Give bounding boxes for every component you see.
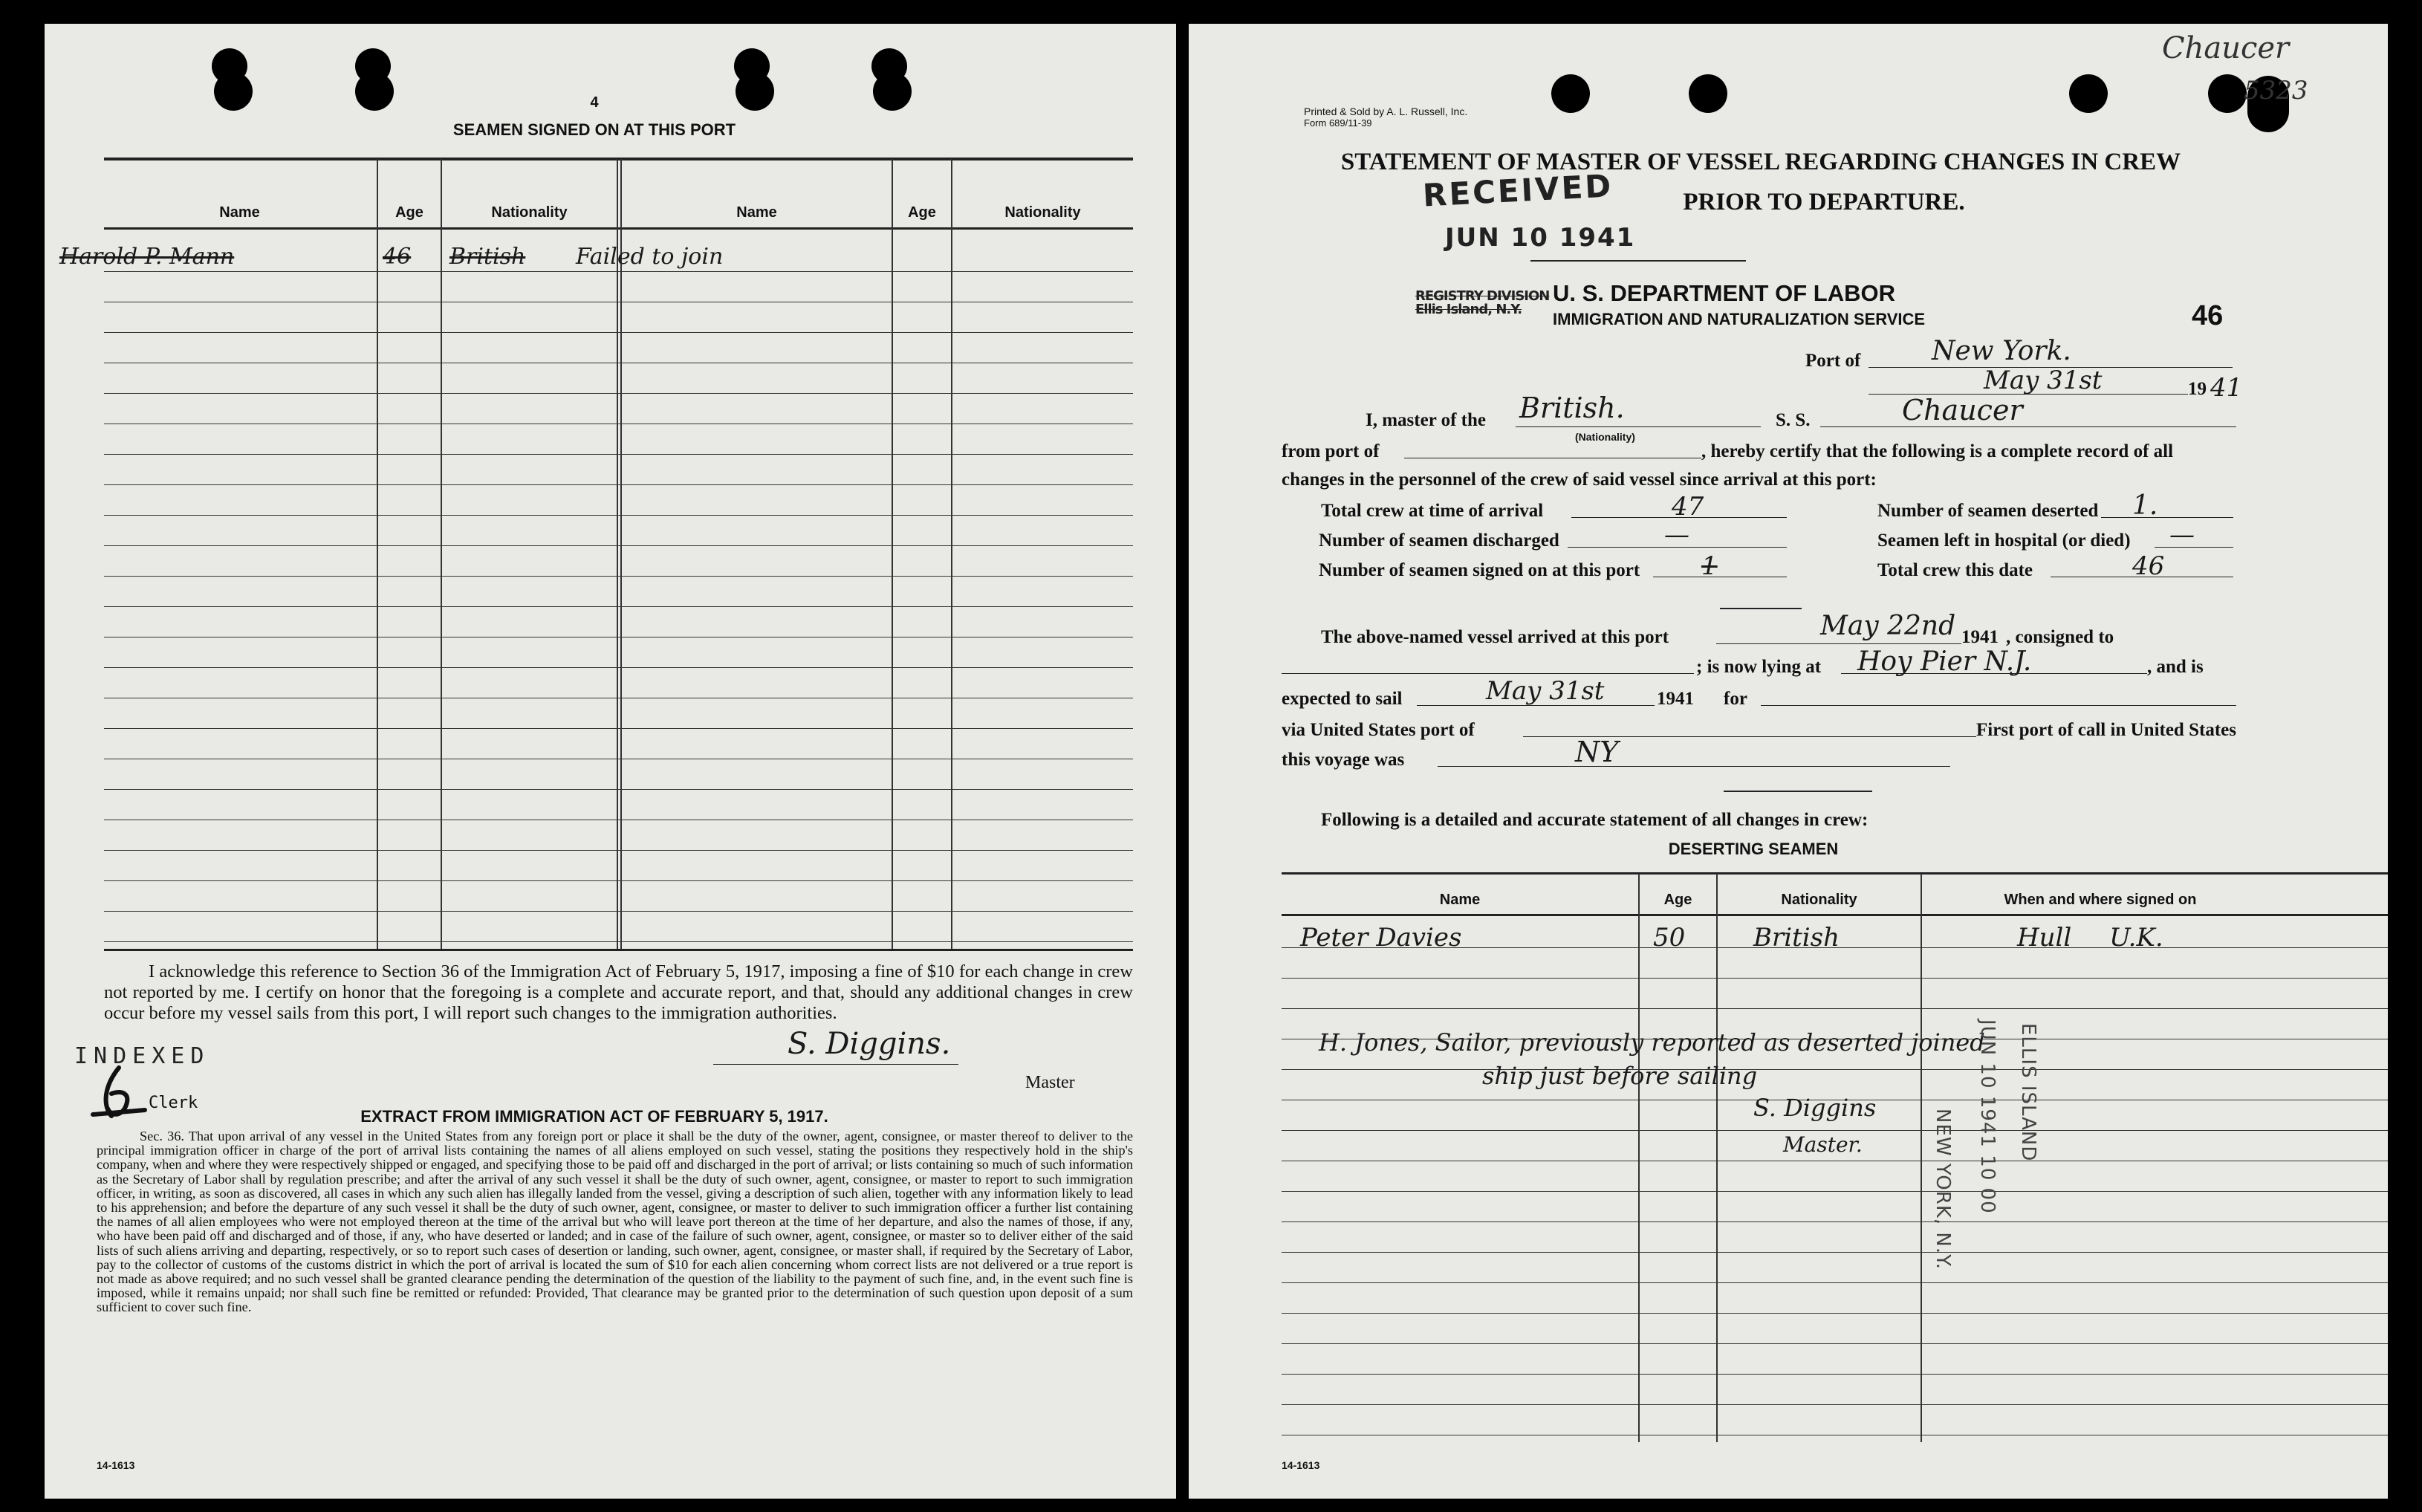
seaman-note: Failed to join (576, 244, 724, 270)
table-row-line (104, 515, 1133, 516)
for-label: for (1724, 689, 1747, 709)
seamen-signed-on-title: SEAMEN SIGNED ON AT THIS PORT (452, 120, 736, 139)
indexed-stamp: INDEXED (74, 1043, 210, 1069)
received-stamp: RECEIVED (1421, 167, 1614, 214)
following-label: Following is a detailed and accurate statement of all changes in crew: (1321, 810, 1869, 830)
crew-note-line2: ship just before sailing (1482, 1062, 1758, 1090)
and-is-label: , and is (2147, 657, 2204, 677)
column-header-name: Name (736, 204, 777, 221)
title-underline (1530, 260, 1746, 262)
column-header-age: Age (908, 204, 936, 221)
voyage-line (1438, 766, 1950, 767)
via-line (1523, 736, 1828, 737)
table-row-line (1282, 1130, 2388, 1131)
table-row-line (1282, 978, 2388, 979)
punch-hole (873, 72, 912, 111)
page-number: 4 (590, 94, 599, 111)
year-printed: 19 (2188, 379, 2207, 399)
table-row-line (104, 941, 1133, 942)
table-row-line (104, 880, 1133, 881)
statement-subtitle: PRIOR TO DEPARTURE. (1683, 189, 1965, 215)
vertical-stamp-city: NEW YORK, N.Y. (1932, 1109, 1954, 1271)
deserted-value: 1. (2132, 490, 2158, 521)
port-value: New York. (1932, 336, 2071, 366)
nationality-line (1516, 426, 1761, 427)
table-header-rule (104, 227, 1133, 230)
table-row-line (1282, 1313, 2388, 1314)
certify-text: , hereby certify that the following is a complete record of all (1701, 441, 2174, 461)
column-header-name: Name (1439, 892, 1481, 908)
table-row-line (1282, 1221, 2388, 1222)
signature-line (713, 1064, 958, 1065)
column-header-age: Age (1663, 892, 1692, 908)
column-divider (1921, 874, 1922, 1442)
form-number: 14-1613 (97, 1459, 135, 1471)
right-page (1189, 24, 2388, 1499)
ship-name: Chaucer (1902, 394, 2023, 426)
ss-label: S. S. (1776, 410, 1811, 430)
nationality-value: British. (1519, 392, 1625, 424)
service-name: IMMIGRATION AND NATURALIZATION SERVICE (1553, 310, 1926, 328)
deserter-age: 50 (1653, 923, 1686, 953)
table-row-line (104, 576, 1133, 577)
table-row-line (104, 850, 1133, 851)
deserter-signed-on: Hull U.K. (2017, 923, 2163, 953)
nationality-caption: (Nationality) (1575, 431, 1635, 443)
via-label: via United States port of (1282, 720, 1475, 740)
table-row-line (1282, 1343, 2388, 1344)
table-row-line (1282, 1404, 2388, 1405)
table-row-line (104, 911, 1133, 912)
year-written: 41 (2210, 373, 2243, 403)
table-top-rule (104, 158, 1133, 160)
corner-note: Chaucer (2162, 31, 2290, 65)
punch-hole (214, 72, 253, 111)
table-row-line (104, 667, 1133, 668)
from-port-label: from port of (1282, 441, 1380, 461)
table-row-line (104, 332, 1133, 333)
expected-value: May 31st (1486, 676, 1605, 706)
column-divider (892, 159, 893, 949)
deserter-name: Peter Davies (1300, 923, 1462, 953)
acknowledgement-text: I acknowledge this reference to Section 36 of the Immigration Act of February 5, 1917, imposing a fine of $10 for each change in crew not reported by me. I certify on honor that the foregoing is a complete and accurate report, and that, should any additional changes in crew occur before my vessel sails from this port, I will report such changes to the immigration authorities. (104, 961, 1133, 1023)
discharged-label: Number of seamen discharged (1319, 531, 1559, 551)
voyage-label: this voyage was (1282, 750, 1405, 770)
punch-hole (2208, 74, 2247, 113)
master-signature: S. Diggins. (788, 1027, 951, 1061)
seaman-age: 46 (383, 244, 412, 270)
total-arrival-value: 47 (1672, 492, 1704, 522)
registry-stamp: REGISTRY DIVISION Ellis Island, N.Y. (1415, 288, 1550, 317)
column-divider (441, 159, 442, 949)
table-row-line (1282, 1069, 2388, 1070)
arrived-line (1716, 643, 1961, 644)
column-divider (617, 159, 618, 949)
deserted-line (2101, 517, 2233, 518)
seaman-name: Harold P. Mann (59, 244, 235, 270)
changes-text: changes in the personnel of the crew of said vessel since arrival at this port: (1282, 470, 1877, 490)
first-port-line (1828, 736, 1976, 737)
punch-hole (355, 72, 394, 111)
deserter-nationality: British (1753, 923, 1840, 953)
port-label: Port of (1805, 351, 1861, 371)
discharged-value: — (1664, 520, 1689, 550)
form-code: Form 689/11-39 (1304, 117, 1372, 129)
consigned-label: , consigned to (2006, 627, 2114, 647)
corner-number: 5323 (2244, 76, 2308, 106)
total-arrival-label: Total crew at time of arrival (1321, 501, 1544, 521)
crew-note-line1: H. Jones, Sailor, previously reported as deserted joined (1319, 1028, 1985, 1057)
column-header-age: Age (395, 204, 423, 221)
table-row-line (104, 728, 1133, 729)
table-row-line (104, 545, 1133, 546)
table-row-line (1282, 1252, 2388, 1253)
arrived-label: The above-named vessel arrived at this port (1321, 627, 1669, 647)
extract-title: EXTRACT FROM IMMIGRATION ACT OF FEBRUARY 5, 1917. (360, 1107, 828, 1126)
left-page (45, 24, 1176, 1499)
seaman-nationality: British (449, 244, 526, 270)
punch-hole (1689, 74, 1727, 113)
total-today-label: Total crew this date (1877, 560, 2033, 580)
signed-on-label: Number of seamen signed on at this port (1319, 560, 1640, 580)
deserted-label: Number of seamen deserted (1877, 501, 2099, 521)
table-row-line (104, 484, 1133, 485)
punch-hole (2069, 74, 2108, 113)
column-header-nationality: Nationality (491, 204, 568, 221)
column-divider (1638, 874, 1640, 1442)
lying-value: Hoy Pier N.J. (1857, 646, 2032, 677)
date-stamp: JUN 10 1941 (1445, 223, 1636, 253)
crew-note-master: Master. (1783, 1132, 1863, 1157)
record-number: 46 (2192, 300, 2224, 331)
separator-rule (1724, 791, 1872, 792)
date-value: May 31st (1984, 366, 2103, 395)
hospital-label: Seamen left in hospital (or died) (1877, 531, 2131, 551)
column-divider (1716, 874, 1718, 1442)
department-name: U. S. DEPARTMENT OF LABOR (1553, 280, 1895, 306)
column-header-name: Name (219, 204, 260, 221)
table-row-line (1282, 1191, 2388, 1192)
statement-title: STATEMENT OF MASTER OF VESSEL REGARDING CHANGES IN CREW (1340, 149, 2181, 175)
arrived-value: May 22nd (1820, 611, 1956, 641)
column-divider (620, 159, 622, 949)
lying-label: ; is now lying at (1696, 657, 1822, 677)
vertical-stamp-date: JUN 10 1941 10 00 (1976, 1019, 1999, 1214)
punch-hole (736, 72, 774, 111)
signed-on-value: 1 (1701, 551, 1718, 581)
ship-name-line (1820, 426, 2236, 427)
table-row-line (1282, 1008, 2388, 1009)
arrived-year: 1941 (1961, 627, 1999, 647)
consignee-line (1282, 673, 1694, 674)
column-header-signed-on: When and where signed on (2004, 892, 2197, 908)
table-row-line (104, 454, 1133, 455)
master-of-label: I, master of the (1366, 410, 1486, 430)
vertical-stamp-place: ELLIS ISLAND (2017, 1023, 2039, 1162)
deserting-seamen-title: DESERTING SEAMEN (1668, 840, 1839, 858)
punch-hole (1551, 74, 1590, 113)
deserting-table-top-rule (1282, 872, 2388, 875)
table-row-line (104, 393, 1133, 394)
master-label: Master (1025, 1073, 1075, 1092)
deserting-table-header-rule (1282, 914, 2388, 916)
column-divider (377, 159, 378, 949)
column-header-nationality: Nationality (1004, 204, 1081, 221)
voyage-value: NY (1575, 736, 1619, 768)
column-divider (951, 159, 952, 949)
expected-year: 1941 (1657, 689, 1694, 709)
signed-on-underline (1720, 608, 1802, 609)
table-row-line (104, 789, 1133, 790)
table-row-line (104, 606, 1133, 607)
table-row-line (1282, 1282, 2388, 1283)
table-row-line (104, 271, 1133, 272)
printer-line: Printed & Sold by A. L. Russell, Inc. (1304, 106, 1468, 117)
crew-note-signature: S. Diggins (1753, 1094, 1877, 1122)
table-bottom-rule (104, 949, 1133, 951)
form-number: 14-1613 (1282, 1459, 1320, 1471)
clerk-label: Clerk (149, 1094, 198, 1112)
for-line (1761, 705, 2236, 706)
clerk-initial-mark (89, 1064, 149, 1123)
extract-text: Sec. 36. That upon arrival of any vessel in the United States from any foreign port or place it shall be the duty of the owner, agent, consignee, or master thereof to deliver to the principal immigration officer in charge of the port of arrival lists containing the names of all aliens employed on such vessel, stating the positions they respectively hold in the ship's company, when and where they were respectively shipped or engaged, and specifying those to be paid off and discharged in the port of arrival; or lists containing so much of such information as the Secretary of Labor shall by regulation prescribe; and after the arrival of any such vessel it shall be the duty of such owner, agent, consignee, or master to report to such immigration officer, in writing, as soon as discovered, all cases in which any such alien has illegally landed from the vessel, giving a description of such alien, together with any information likely to lead to his apprehension; and before the departure of any such vessel it shall be the duty of such owner, agent, consignee, or master to deliver to such immigration officer a further list containing the names of all alien employees who were not employed thereon at the time of the arrival but who will leave port thereon at the time of her departure, and also the names of those, if any, who have been paid off and discharged and of those, if any, who have deserted or landed; and in case of the failure of such owner, agent, consignee, or master so to deliver either of the said lists of such aliens arriving and departing, respectively, or so to report such cases of desertion or landing, such owner, agent, consignee, or master shall, if required by the Secretary of Labor, pay to the collector of customs of the customs district in which the port of arrival is located the sum of $10 for each alien concerning whom correct lists are not delivered or a true report is not made as above required; and no such vessel shall be granted clearance pending the determination of the question of the liability to the payment of such fine, and, in the event such fine is imposed, while it remains unpaid; nor shall such fine be remitted or refunded: Provided, That clearance may be granted prior to the determination of such question upon deposit of a sum sufficient to cover such fine. (97, 1129, 1133, 1315)
expected-label: expected to sail (1282, 689, 1403, 709)
hospital-value: — (2169, 520, 2195, 550)
table-row-line (1282, 1374, 2388, 1375)
first-port-label: First port of call in United States (1976, 720, 2236, 740)
total-today-value: 46 (2132, 551, 2165, 581)
column-header-nationality: Nationality (1781, 892, 1857, 908)
